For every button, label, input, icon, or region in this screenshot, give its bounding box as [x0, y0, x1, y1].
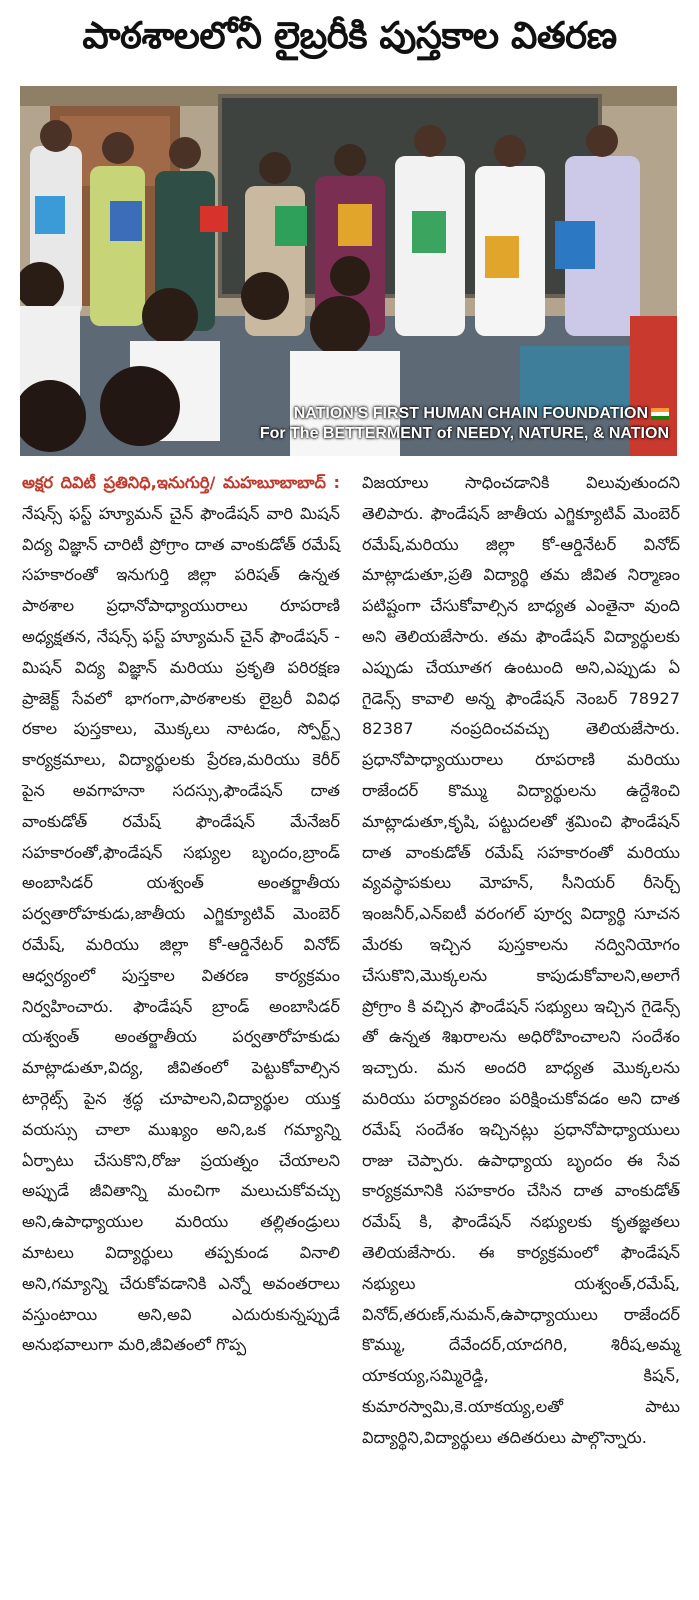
photo-caption	[260, 404, 669, 444]
article-text-left: నేషన్స్ ఫస్ట్ హ్యూమన్ చైన్ ఫౌండేషన్ వారి మిషన్ విద్య విజ్ఞాన్ చారిటీ ప్రోగ్రాం దాత వాంకుడోత్ రమేష్ సహకారంతో ఇనుగుర్తి జిల్లా పరిషత్ ఉన్నత పాఠశాల ప్రధానోపాధ్యాయురాలు రూపరాణి అధ్యక్షతన, నేషన్స్ ఫస్ట్ హ్యూమన్ చైన్ ఫౌండేషన్ - మిషన్ విద్య విజ్ఞాన్ మరియు ప్రకృతి పరిరక్షణ ప్రాజెక్ట్ సేవలో భాగంగా,పాఠశాలకు లైబ్రరీ వివిధ రకాల పుస్తకాలు, మొక్కలు నాటడం, స్పోర్ట్స్ కార్యక్రమాలు, విద్యార్థులకు ప్రేరణ,మరియు కెరీర్ పైన అవగాహనా సదస్సు,ఫౌండేషన్ దాత వాంకుడోత్ రమేష్ ఫౌండేషన్ మేనేజర్ సహకారంతో,ఫౌండేషన్ సభ్యుల బృందం,బ్రాండ్ అంబాసిడర్ యశ్వంత్ అంతర్జాతీయ పర్వతారోహకుడు,జాతీయ ఎగ్జిక్యూటివ్ మెంబెర్ రమేష్, మరియు జిల్లా కో-ఆర్డినేటర్ వినోద్ ఆధ్వర్యంలో పుస్తకాల వితరణ కార్యక్రమం నిర్వహించారు. ఫౌండేషన్ బ్రాండ్ అంబాసిడర్ యశ్వంత్ అంతర్జాతీయ పర్వతారోహకుడు మాట్లాడుతూ,విద్య, జీవితంలో పెట్టుకోవాల్సిన టార్గెట్స్ పైన శ్రద్ధ చూపాలని,విద్యార్థుల యుక్త వయస్సు చాలా ముఖ్యం అని,ఒక గమ్యాన్ని ఏర్పాటు చేసుకొని,రోజు ప్రయత్నం చేయాలని అప్పుడే జీవితాన్ని మంచిగా మలుచుకోవచ్చు అని,ఉపాధ్యాయుల మరియు తల్లితండ్రులు మాటలు విద్యార్థులు తప్పకుండ వినాలి అని,గమ్యాన్ని చేరుకోవడానికి ఎన్నో అవంతరాలు వస్తుంటాయి అని,అవి ఎదురుకున్నప్పుడే అనుభవాలుగా మరి,జీవితంలో గొప్ప	[22, 503, 340, 1355]
banner-line-2: For The BETTERMENT of NEEDY, NATURE, & NATION	[259, 425, 669, 442]
banner-line-1: NATION'S FIRST HUMAN CHAIN FOUNDATION	[293, 405, 648, 422]
article-body	[22, 468, 680, 1588]
photo-illustration	[20, 86, 677, 456]
dateline: అక్షర దివిటీ ప్రతినిధి,ఇనుగుర్తి/ మహబూబాబాద్ :	[22, 473, 340, 492]
article-column-left	[22, 468, 340, 1361]
news-photo	[20, 86, 677, 456]
article-column-right	[362, 468, 680, 1454]
article-text-right: విజయాలు సాధించడానికి విలువుతుందని తెలిపారు. ఫౌండేషన్ జాతీయ ఎగ్జిక్యూటివ్ మెంబెర్ రమేష్,మరియు జిల్లా కో-ఆర్డినేటర్ వినోద్ మాట్లాడుతూ,ప్రతి విద్యార్థి తమ జీవిత నిర్మాణం పటిష్టంగా చేసుకోవాల్సిన బాధ్యత ఎంతైనా వుంది అని తెలియజేసారు. తమ ఫౌండేషన్ విద్యార్థులకు ఎప్పుడు చేయూతగ ఉంటుంది అని,ఎప్పుడు ఏ గైడెన్స్ కావాలి అన్న ఫౌండేషన్ నెంబర్ 78927 82387 నంప్రదించవచ్చు తెలియజేసారు. ప్రధానోపాధ్యాయురాలు రూపరాణి మరియు రాజేందర్ కొమ్ము విద్యార్థులను ఉద్దేశించి మాట్లాడుతూ,కృషి, పట్టుదలతో శ్రమించి ఫౌండేషన్ దాత వాంకుడోత్ రమేష్ సహకారంతో మరియు వ్యవస్థాపకులు మోహన్, సీనియర్ రీసెర్చ్ ఇంజనీర్,ఎన్ఐటీ వరంగల్ పూర్వ విద్యార్థి సూచన మేరకు ఇచ్చిన పుస్తకాలను నద్వినియోగం చేసుకొని,మొక్కలను కాపుడుకోవాలని,అలాగే ప్రోగ్రాం కి వచ్చిన ఫౌండేషన్ సభ్యులు ఇచ్చిన గైడెన్స్ తో ఉన్నత శిఖరాలను అధిరోహించాలని సందేశం ఇచ్చారు. మన అందరి బాధ్యత మొక్కలను మరియు పర్యావరణం పరిక్షించుకోవడం అని దాత రమేష్ సందేశం ఇచ్చినట్లు ప్రధానోపాధ్యాయులు రాజు చెప్పారు. ఉపాధ్యాయ బృందం ఈ సేవ కార్యక్రమానికి సహకారం చేసిన దాత వాంకుడోత్ రమేష్ కి, ఫౌండేషన్ నభ్యులకు కృతజ్ఞతలు తెలియజేసారు. ఈ కార్యక్రమంలో ఫౌండేషన్ నభ్యులు యశ్వంత్,రమేష్, వినోద్,తరుణ్,నుమన్,ఉపాధ్యాయులు రాజేందర్ కొమ్ము, దేవేందర్,యాదగిరి, శిరీష,అమ్మ యాకయ్య,సమ్మిరెడ్డి, కిషన్, కుమారస్వామి,కె.యాకయ్య,లతో పాటు విద్యార్థిని,విద్యార్థులు తదితరులు పాల్గొన్నారు.	[362, 473, 680, 1447]
headline: పాఠశాలలోనీ లైబ్రరీకి పుస్తకాల వితరణ	[82, 14, 617, 57]
flag-icon	[651, 408, 669, 420]
